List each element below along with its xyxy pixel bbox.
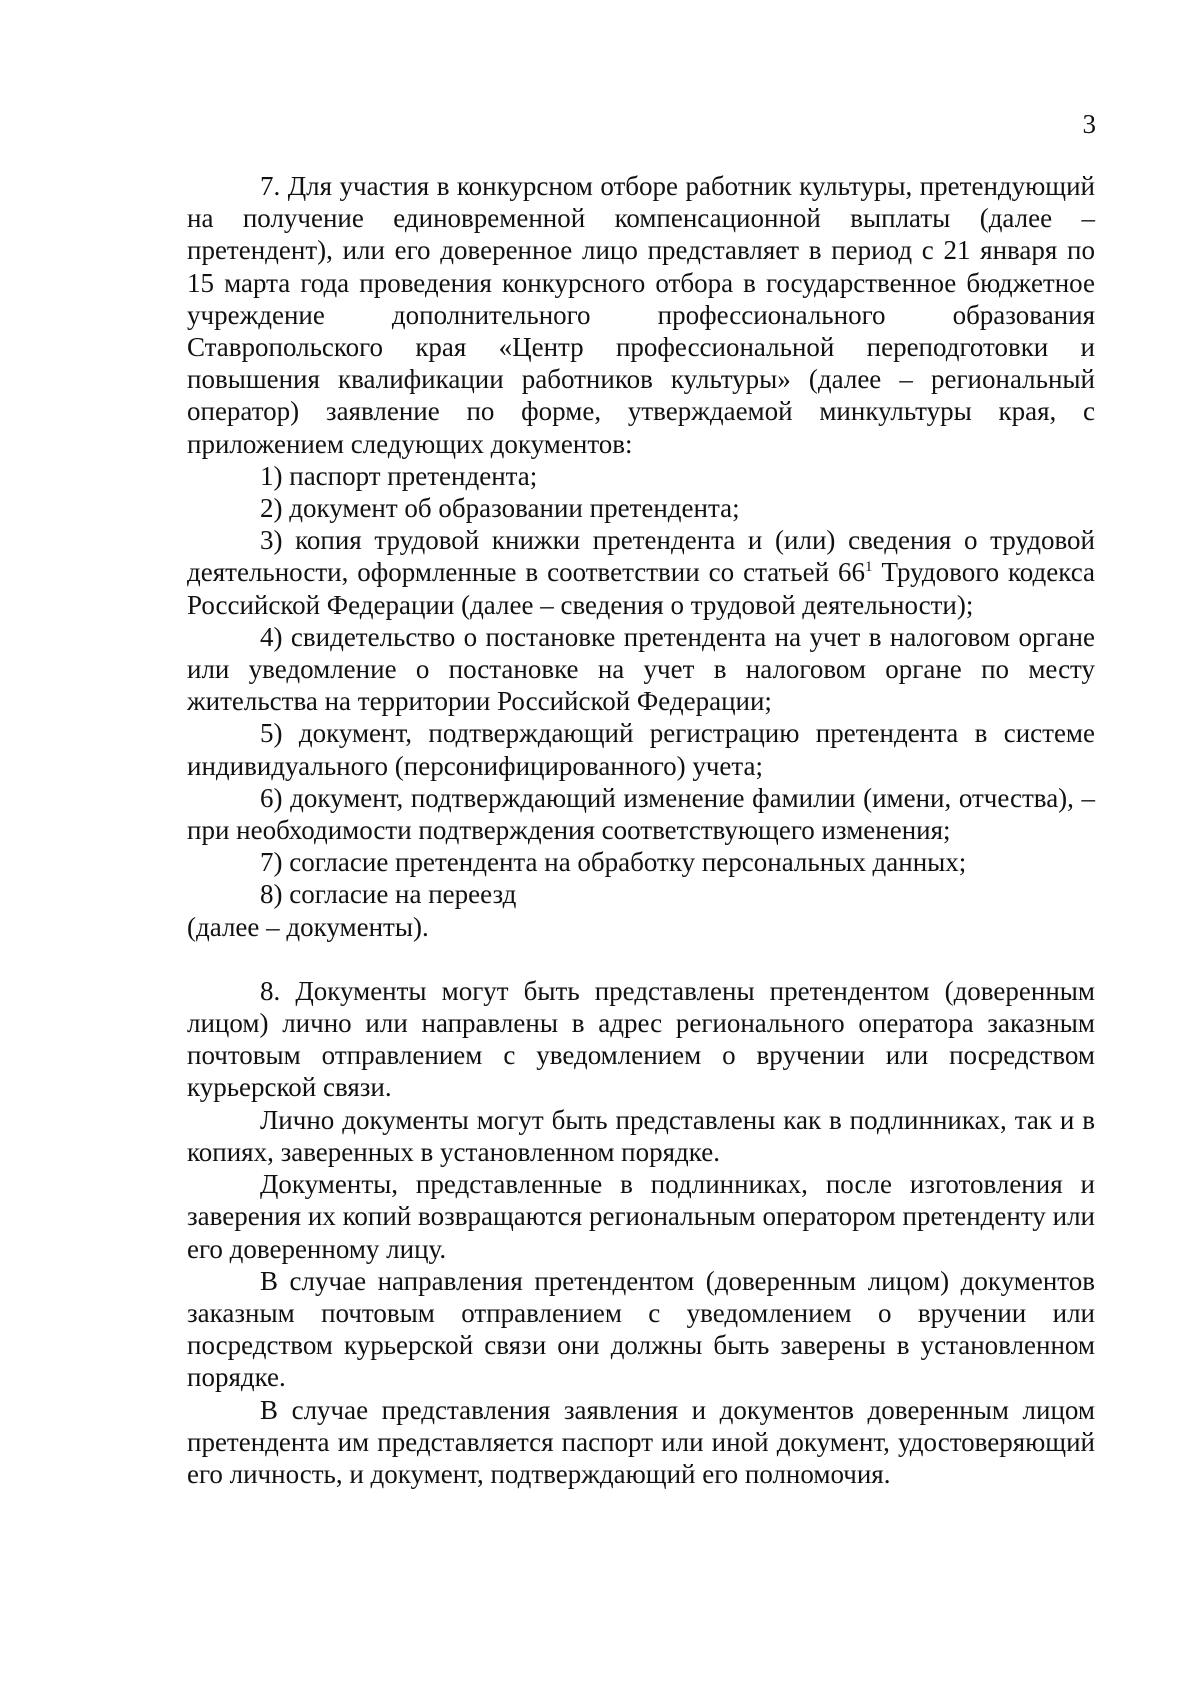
paragraph-gap [187, 943, 1095, 975]
list-item-6: 6) документ, подтверждающий изменение фамилии (имени, отчества), – при необходимости подтверждения соответствующего изменения; [187, 782, 1095, 846]
paragraph-8-proxy: В случае представления заявления и документов доверенным лицом претендента им представляется паспорт или иной документ, удостоверяющий его личность, и документ, подтверждающий его полномочия. [187, 1394, 1095, 1489]
list-item-8: 8) согласие на переезд [260, 879, 517, 910]
paragraph-8-mail: В случае направления претендентом (доверенным лицом) документов заказным почтовым отправлением с уведомлением о вручении или посредством курьерской связи они должны быть заверены в установленном порядке. [187, 1265, 1095, 1393]
document-body [187, 170, 1095, 1490]
list-item-1: 1) паспорт претендента; [260, 460, 538, 491]
list-item-2: 2) документ об образовании претендента; [260, 493, 740, 524]
article-superscript: 1 [865, 559, 873, 576]
paragraph-7: 7. Для участия в конкурсном отборе работник культуры, претендующий на получение единовременной компенсационной выплаты (далее – претендент), или его доверенное лицо представляет в период с 21 января по 15 марта года проведения конкурсного отбора в государственное бюджетное учреждение дополнительного профессионального образования Ставропольского края «Центр профессиональной переподготовки и повышения квалификации работников культуры» (далее – региональный оператор) заявление по форме, утверждаемой минкультуры края, с приложением следующих документов: [187, 171, 1095, 459]
paragraph-8-personal: Лично документы могут быть представлены как в подлинниках, так и в копиях, заверенных в установленном порядке. [187, 1104, 1095, 1167]
paragraph-8: 8. Документы могут быть представлены претендентом (доверенным лицом) лично или направлены в адрес регионального оператора заказным почтовым отправлением с уведомлением о вручении или посредством курьерской связи. [187, 975, 1095, 1103]
paragraph-8-originals: Документы, представленные в подлинниках, после изготовления и заверения их копий возвращаются региональным оператором претенденту или его доверенному лицу. [187, 1169, 1095, 1264]
page-number: 3 [1082, 109, 1096, 139]
list-item-5: 5) документ, подтверждающий регистрацию претендента в системе индивидуального (персонифицированного) учета; [187, 718, 1095, 781]
list-item-3 [187, 524, 1095, 621]
list-item-4: 4) свидетельство о постановке претендента на учет в налоговом органе или уведомление о постановке на учет в налоговом органе по месту жительства на территории Российской Федерации; [187, 621, 1095, 717]
list-closing: (далее – документы). [187, 911, 429, 942]
list-item-3-text-cont: Трудового кодекса Российской Федерации (далее – сведения о трудовой деятельности); [187, 557, 1095, 620]
list-item-3-text: 3) копия трудовой книжки претендента и (или) сведения о трудовой деятельности, оформленные в соответствии со статьей 66 [187, 525, 1095, 588]
list-item-7: 7) согласие претендента на обработку персональных данных; [260, 847, 967, 878]
